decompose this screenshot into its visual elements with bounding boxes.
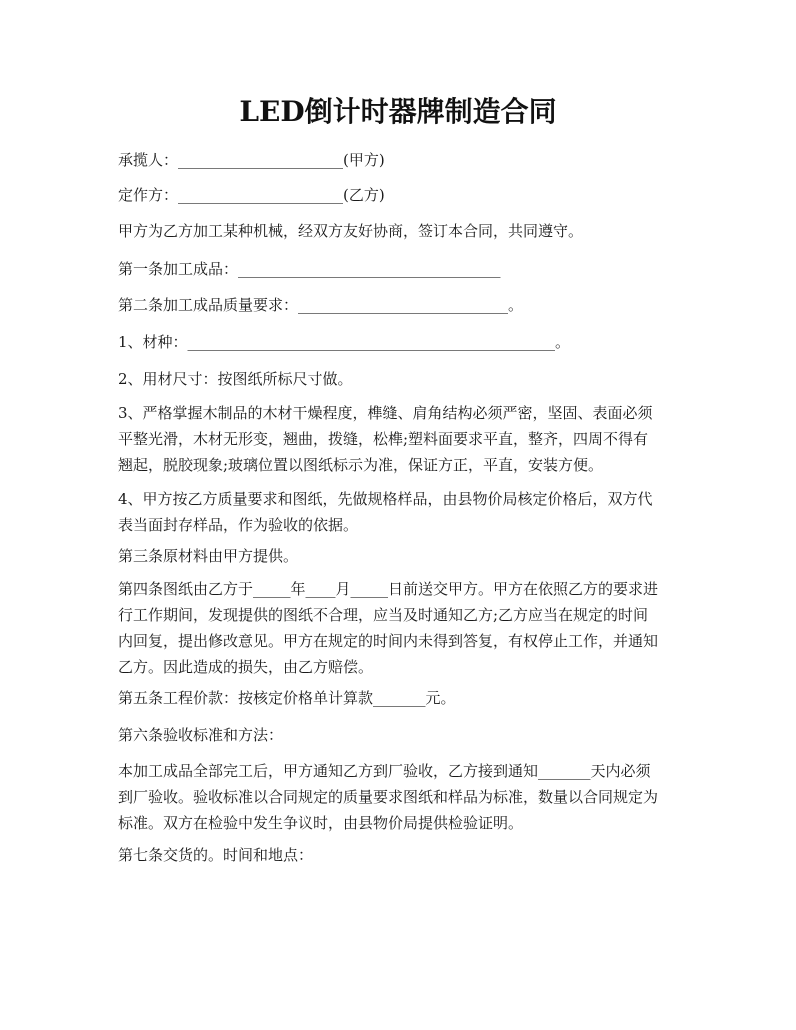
article-6-line: 标准。双方在检验中发生争议时，由县物价局提供检验证明。	[118, 814, 524, 832]
item-1-material: 1、材种：_________________________________________________。	[118, 333, 571, 351]
item-3-line: 平整光滑，木材无形变，翘曲，拨缝，松榫;塑料面要求平直，整齐，四周不得有	[118, 430, 649, 448]
item-3-paragraph	[118, 400, 688, 478]
client-line: 定作方：______________________(乙方)	[118, 186, 385, 204]
article-1: 第一条加工成品：___________________________________	[118, 260, 501, 278]
intro-paragraph: 甲方为乙方加工某种机械，经双方友好协商，签订本合同，共同遵守。	[118, 222, 584, 240]
item-2-dimensions: 2、用材尺寸：按图纸所标尺寸做。	[118, 370, 353, 388]
article-6-body	[118, 758, 688, 836]
item-4-line: 表当面封存样品，作为验收的依据。	[118, 516, 359, 534]
article-4-line: 第四条图纸由乙方于_____年____月_____日前送交甲方。甲方在依照乙方的要求进	[118, 580, 659, 598]
article-3: 第三条原材料由甲方提供。	[118, 547, 299, 565]
article-6-line: 本加工成品全部完工后，甲方通知乙方到厂验收，乙方接到通知_______天内必须	[118, 762, 651, 780]
item-4-line: 4、甲方按乙方质量要求和图纸，先做规格样品，由县物价局核定价格后，双方代	[118, 490, 653, 508]
item-3-line: 3、严格掌握木制品的木材干燥程度，榫缝、肩角结构必须严密，坚固、表面必须	[118, 404, 653, 422]
article-6-line: 到厂验收。验收标准以合同规定的质量要求图纸和样品为标准，数量以合同规定为	[118, 788, 659, 806]
item-4-paragraph	[118, 486, 688, 538]
contractor-line: 承揽人：______________________(甲方)	[118, 151, 385, 169]
article-4-line: 内回复，提出修改意见。甲方在规定的时间内未得到答复，有权停止工作，并通知	[118, 632, 659, 650]
document-title: LED倒计时器牌制造合同	[239, 95, 557, 128]
item-3-line: 翘起，脱胶现象;玻璃位置以图纸标示为准，保证方正，平直，安装方便。	[118, 456, 604, 474]
article-4-line: 行工作期间，发现提供的图纸不合理，应当及时通知乙方;乙方应当在规定的时间	[118, 606, 649, 624]
article-4-line: 乙方。因此造成的损失，由乙方赔偿。	[118, 658, 374, 676]
article-7: 第七条交货的。时间和地点：	[118, 846, 314, 864]
article-6: 第六条验收标准和方法：	[118, 726, 284, 744]
article-2: 第二条加工成品质量要求：____________________________。	[118, 296, 524, 314]
article-4-paragraph	[118, 576, 688, 680]
article-5: 第五条工程价款：按核定价格单计算款_______元。	[118, 689, 456, 707]
